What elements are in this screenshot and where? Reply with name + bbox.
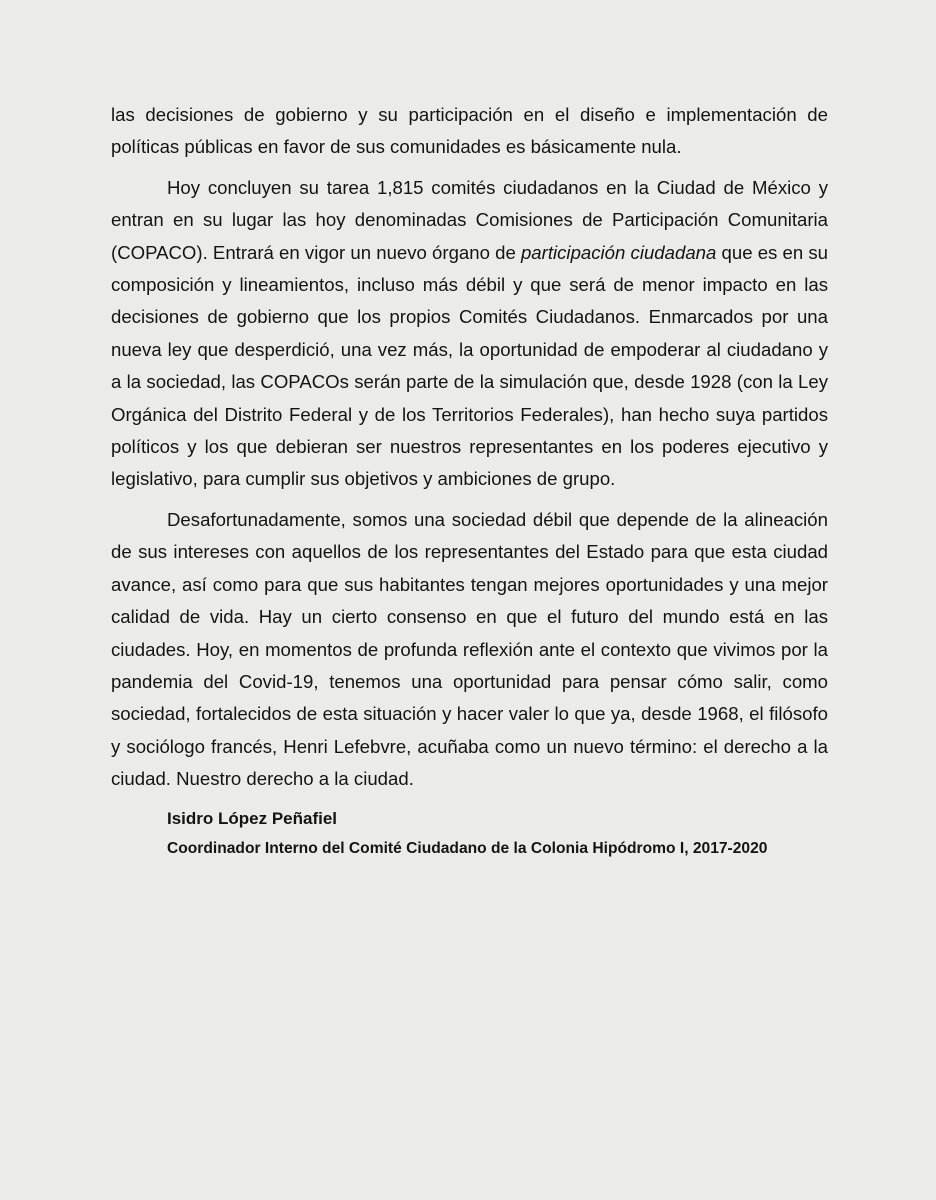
signature-role: Coordinador Interno del Comité Ciudadano de la Colonia Hipódromo I, 2017-2020 [167, 839, 768, 857]
paragraph-2-text-end: que es en su composición y lineamientos, incluso más débil y que será de menor impacto en las decisiones de gobierno que los propios Comités Ciudadanos. Enmarcados por una nueva ley que desperdició, una vez más, la oportunidad de empoderar al ciudadano y a la sociedad, las COPACOs serán parte de la simulación que, desde 1928 (con la Ley Orgánica del Distrito Federal y de los Territorios Federales), han hecho suya partidos políticos y los que debieran ser nuestros representantes en los poderes ejecutivo y legislativo, para cumplir sus objetivos y ambiciones de grupo. [111, 241, 828, 490]
document-page [111, 99, 828, 864]
paragraph-2-text-start: Hoy concluyen su tarea 1,815 comités ciudadanos en la Ciudad de México y entran en su lugar las hoy denominadas Comisiones de Participación Comunitaria (COPACO). Entrará en vigor un nuevo órgano de [111, 176, 828, 263]
signature-block [111, 804, 828, 864]
paragraph-1: las decisiones de gobierno y su participación en el diseño e implementación de políticas públicas en favor de sus comunidades es básicamente nula. [111, 104, 828, 158]
paragraph-2 [111, 172, 828, 496]
paragraph-3: Desafortunadamente, somos una sociedad débil que depende de la alineación de sus intereses con aquellos de los representantes del Estado para que esta ciudad avance, así como para que sus habitantes tengan mejores oportunidades y una mejor calidad de vida. Hay un cierto consenso en que el futuro del mundo está en las ciudades. Hoy, en momentos de profunda reflexión ante el contexto que vivimos por la pandemia del Covid-19, tenemos una oportunidad para pensar cómo salir, como sociedad, fortalecidos de esta situación y hacer valer lo que ya, desde 1968, el filósofo y sociólogo francés, Henri Lefebvre, acuñaba como un nuevo término: el derecho a la ciudad. Nuestro derecho a la ciudad. [111, 508, 828, 790]
paragraph-2-emphasis: participación ciudadana [520, 241, 717, 263]
signature-name: Isidro López Peñafiel [167, 808, 338, 828]
